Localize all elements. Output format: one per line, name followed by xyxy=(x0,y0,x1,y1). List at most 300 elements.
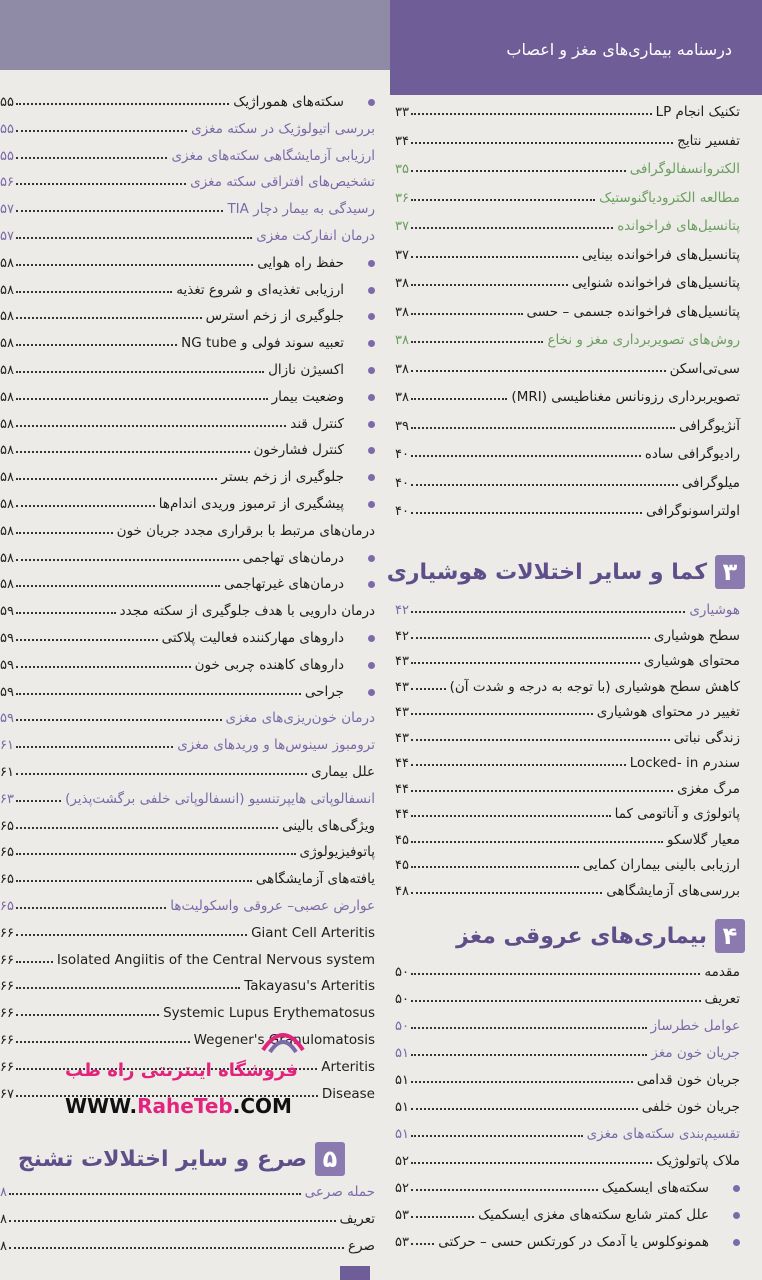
toc-entry[interactable] xyxy=(395,798,740,822)
dot-leader xyxy=(16,585,220,587)
dot-leader xyxy=(411,611,685,613)
toc-entry-title: سکته‌های هموراژیک xyxy=(233,94,344,110)
bullet-icon xyxy=(368,313,375,320)
toc-entry[interactable] xyxy=(395,182,740,206)
toc-entry-page: ۵۹ xyxy=(0,684,14,700)
toc-entry-title: داروهای کاهنده چربی خون xyxy=(194,656,344,673)
toc-entry-title: تعریف xyxy=(339,1211,375,1227)
toc-entry[interactable] xyxy=(0,702,375,726)
dot-leader xyxy=(16,157,167,159)
toc-entry-page: ۶۶ xyxy=(0,925,14,941)
toc-entry-title: کنترل فشارخون xyxy=(253,442,344,459)
toc-entry-title: ارزیابی آزمایشگاهی سکته‌های مغزی xyxy=(171,147,375,164)
toc-entry-title: تعبیه سوند فولی و NG tube xyxy=(181,335,344,352)
dot-leader xyxy=(16,478,217,480)
dot-leader xyxy=(411,427,675,429)
toc-entry[interactable] xyxy=(0,461,375,485)
dot-leader xyxy=(16,237,252,239)
toc-entry[interactable] xyxy=(0,220,375,244)
toc-entry-title: درمان خون‌ریزی‌های مغزی xyxy=(225,710,375,727)
dot-leader xyxy=(411,512,642,514)
toc-entry-title: میلوگرافی xyxy=(681,474,740,491)
toc-entry[interactable] xyxy=(0,917,375,941)
toc-entry[interactable] xyxy=(395,324,740,348)
dot-leader xyxy=(16,291,172,293)
bullet-icon xyxy=(368,421,375,428)
toc-entry-title: علل بیماری xyxy=(311,764,375,780)
dot-leader xyxy=(411,1162,652,1164)
toc-entry-page: ۶۵ xyxy=(0,872,14,888)
chapter-3-number: ۳ xyxy=(715,555,745,589)
toc-entry[interactable] xyxy=(0,649,375,673)
dot-leader xyxy=(16,987,240,989)
toc-entry-page: ۳۷ xyxy=(395,219,409,234)
toc-entry[interactable] xyxy=(0,595,375,619)
toc-entry-page: ۴۴ xyxy=(395,756,409,771)
toc-entry-page: ۶۵ xyxy=(0,845,14,861)
toc-entry[interactable] xyxy=(395,1145,740,1169)
toc-entry[interactable] xyxy=(395,773,740,797)
dot-leader xyxy=(16,559,239,561)
bullet-icon xyxy=(368,581,375,588)
toc-entry-page: ۵۷ xyxy=(0,229,14,244)
bullet-icon xyxy=(368,635,375,642)
toc-entry-title: درمان انفارکت مغزی xyxy=(256,228,375,244)
toc-entry[interactable] xyxy=(395,381,740,405)
toc-entry-title: محتوای هوشیاری xyxy=(643,653,740,669)
left-page-edge xyxy=(0,0,390,70)
toc-entry[interactable] xyxy=(395,956,740,980)
dot-leader xyxy=(411,370,666,372)
dot-leader xyxy=(16,666,191,668)
toc-entry-title: تشخیص‌های افتراقی سکته مغزی xyxy=(190,174,375,191)
toc-entry-title: رسیدگی به بیمار دچار TIA xyxy=(227,201,375,218)
toc-entry-title: روش‌های تصویربرداری مغز و نخاع xyxy=(547,332,740,348)
toc-entry[interactable] xyxy=(0,542,375,566)
toc-entry[interactable] xyxy=(395,410,740,434)
toc-entry-page: ۳۷ xyxy=(395,247,409,263)
toc-entry-page: ۳۶ xyxy=(395,190,409,206)
toc-entry-page: ۴۳ xyxy=(395,654,409,669)
toc-entry-page: ۴۴ xyxy=(395,807,409,822)
toc-entry[interactable] xyxy=(0,381,375,405)
toc-entry-title: پتانسیل‌های فراخوانده شنوایی xyxy=(571,275,740,291)
toc-entry-page: ۴۰ xyxy=(395,504,409,519)
toc-entry[interactable] xyxy=(0,997,375,1021)
toc-entry-title: آنژیوگرافی xyxy=(678,417,740,434)
toc-entry-title: Giant Cell Arteritis xyxy=(251,924,375,941)
toc-entry[interactable] xyxy=(0,863,375,887)
toc-entry-title: سی‌تی‌اسکن xyxy=(669,360,740,377)
toc-entry[interactable] xyxy=(0,970,375,994)
dot-leader xyxy=(16,693,301,695)
dot-leader xyxy=(411,227,613,229)
toc-entry[interactable] xyxy=(0,890,375,914)
toc-entry[interactable] xyxy=(395,849,740,873)
dot-leader xyxy=(411,1054,647,1056)
dot-leader xyxy=(9,1247,344,1249)
toc-entry[interactable] xyxy=(0,354,375,378)
bullet-icon xyxy=(368,662,375,669)
toc-entry-title: پتانسیل‌های فراخوانده xyxy=(617,218,740,234)
toc-entry[interactable] xyxy=(395,696,740,720)
toc-entry[interactable] xyxy=(0,836,375,860)
dot-leader xyxy=(16,612,116,614)
dot-leader xyxy=(411,455,641,457)
toc-entry[interactable] xyxy=(395,620,740,644)
toc-entry[interactable] xyxy=(395,875,740,899)
bullet-icon xyxy=(368,287,375,294)
dot-leader xyxy=(411,113,652,115)
toc-entry-page: ۶۳ xyxy=(0,791,14,807)
toc-entry-title: Arteritis xyxy=(321,1058,375,1075)
toc-entry-page: ۴۸ xyxy=(395,883,409,899)
toc-entry-page: ۵۵ xyxy=(0,95,14,110)
toc-entry[interactable] xyxy=(395,353,740,377)
toc-entry-title: کاهش سطح هوشیاری (با توجه به درجه و شدت آن) xyxy=(449,678,740,695)
toc-entry[interactable] xyxy=(395,1010,740,1034)
dot-leader xyxy=(16,183,186,185)
dot-leader xyxy=(16,800,61,802)
chapter-4-number: ۴ xyxy=(715,919,745,953)
toc-entry-page: ۳۸ xyxy=(395,361,409,377)
toc-entry[interactable] xyxy=(395,983,740,1007)
dot-leader xyxy=(16,344,177,346)
toc-entry[interactable] xyxy=(0,622,375,646)
dot-leader xyxy=(411,1135,583,1137)
toc-entry-page: ۳۸ xyxy=(395,333,409,348)
bullet-icon xyxy=(733,1239,740,1246)
toc-entry-title: درمان‌های مرتبط با برقراری مجدد جریان خون xyxy=(116,522,375,539)
toc-entry[interactable] xyxy=(395,438,740,462)
toc-entry[interactable] xyxy=(395,1199,740,1223)
toc-entry-title: Isolated Angiitis of the Central Nervous system xyxy=(56,951,375,968)
toc-entry-page: ۶۱ xyxy=(0,738,14,754)
toc-entry[interactable] xyxy=(395,267,740,291)
chapter-5-title: صرع و سایر اختلالات تشنج xyxy=(17,1146,307,1172)
toc-entry-title: Takayasu's Arteritis xyxy=(244,978,375,995)
toc-entry-page: ۵۸ xyxy=(0,336,14,352)
toc-entry[interactable] xyxy=(0,327,375,351)
toc-entry[interactable] xyxy=(0,193,375,217)
toc-entry[interactable] xyxy=(0,1176,375,1200)
toc-entry-page: ۵۱ xyxy=(395,1100,409,1115)
dot-leader xyxy=(16,961,53,963)
dot-leader xyxy=(16,639,158,641)
toc-entry-title: رادیوگرافی ساده xyxy=(644,446,740,462)
toc-entry-title: پاتوفیزیولوژی xyxy=(299,844,375,861)
toc-entry-title: جلوگیری از زخم بستر xyxy=(221,469,344,486)
toc-entry-page: ۵۹ xyxy=(0,631,14,646)
toc-entry-title: جریان خون مغز xyxy=(651,1045,740,1061)
toc-entry[interactable] xyxy=(395,1064,740,1088)
dot-leader xyxy=(411,973,700,975)
dot-leader xyxy=(411,1108,638,1110)
dot-leader xyxy=(411,662,640,664)
toc-entry[interactable] xyxy=(0,756,375,780)
dot-leader xyxy=(411,1081,633,1083)
toc-entry[interactable] xyxy=(0,1230,375,1254)
toc-entry[interactable] xyxy=(395,296,740,320)
toc-entry[interactable] xyxy=(0,783,375,807)
toc-entry[interactable] xyxy=(395,153,740,177)
dot-leader xyxy=(16,317,202,319)
toc-entry-title: الکتروانسفالوگرافی xyxy=(629,161,740,177)
toc-entry-page: ۵۱ xyxy=(395,1046,409,1061)
toc-entry-page: ۶۶ xyxy=(0,1006,14,1022)
toc-entry[interactable] xyxy=(0,166,375,190)
dot-leader xyxy=(411,313,523,315)
toc-entry-page: ۴۴ xyxy=(395,781,409,797)
toc-entry-title: سکته‌های ایسکمیک xyxy=(601,1180,709,1196)
toc-entry[interactable] xyxy=(0,515,375,539)
toc-entry-title: بررسی اتیولوژیک در سکته مغزی xyxy=(191,120,375,137)
toc-entry[interactable] xyxy=(395,671,740,695)
page-footer-bar xyxy=(340,1266,370,1280)
toc-entry-page: ۶۶ xyxy=(0,979,14,995)
toc-entry-page: ۴۳ xyxy=(395,730,409,746)
toc-entry-title: حمله صرعی xyxy=(304,1184,375,1200)
toc-entry[interactable] xyxy=(0,1203,375,1227)
dot-leader xyxy=(16,130,187,132)
bullet-icon xyxy=(368,260,375,267)
toc-entry-page: ۸ xyxy=(0,1239,7,1254)
toc-entry[interactable] xyxy=(395,747,740,771)
toc-entry-page: ۳۵ xyxy=(395,162,409,177)
toc-entry-title: Systemic Lupus Erythematosus xyxy=(163,1005,375,1022)
toc-entry-page: ۵۰ xyxy=(395,1019,409,1034)
toc-entry-title: ارزیابی بالینی بیماران کمایی xyxy=(582,857,740,873)
dot-leader xyxy=(411,1000,701,1002)
toc-entry[interactable] xyxy=(395,645,740,669)
page-header xyxy=(390,0,762,95)
chapter-5-heading xyxy=(5,1140,345,1178)
toc-entry[interactable] xyxy=(395,467,740,491)
dot-leader xyxy=(16,451,250,453)
header-title: درسنامه بیماری‌های مغز و اعصاب xyxy=(506,40,732,59)
toc-entry[interactable] xyxy=(0,810,375,834)
dot-leader xyxy=(411,790,673,792)
dot-leader xyxy=(411,256,578,258)
toc-entry-page: ۵۸ xyxy=(0,550,14,566)
toc-entry-title: مرگ مغزی xyxy=(677,780,740,797)
toc-entry-page: ۴۰ xyxy=(395,447,409,462)
toc-entry[interactable] xyxy=(395,125,740,149)
dot-leader xyxy=(411,1027,647,1029)
bullet-icon xyxy=(368,689,375,696)
dot-leader xyxy=(411,1243,434,1245)
toc-entry[interactable] xyxy=(0,140,375,164)
toc-entry-page: ۵۹ xyxy=(0,711,14,727)
toc-entry-title: جریان خون خلفی xyxy=(641,1099,740,1115)
toc-entry-page: ۸ xyxy=(0,1212,7,1227)
toc-entry[interactable] xyxy=(0,488,375,512)
toc-entry[interactable] xyxy=(0,274,375,298)
toc-entry-title: سندرم Locked- in xyxy=(629,755,740,771)
toc-entry-title: اولتراسونوگرافی xyxy=(645,503,740,519)
toc-entry[interactable] xyxy=(0,1024,375,1048)
toc-entry-title: Disease xyxy=(321,1085,375,1102)
bullet-icon xyxy=(368,474,375,481)
toc-entry-title: ویژگی‌های بالینی xyxy=(282,817,375,834)
chapter-4-heading xyxy=(385,917,745,955)
toc-entry-title: تصویربرداری رزونانس مغناطیسی (MRI) xyxy=(511,389,740,405)
toc-entry-page: ۵۵ xyxy=(0,148,14,164)
toc-entry-title: مطالعه الکترودیاگنوستیک xyxy=(599,189,740,206)
dot-leader xyxy=(16,827,278,829)
toc-entry-title: سطح هوشیاری xyxy=(653,627,740,644)
toc-entry[interactable] xyxy=(395,594,740,618)
dot-leader xyxy=(411,866,579,868)
toc-entry-title: درمان‌های غیرتهاجمی xyxy=(224,576,344,593)
shop-logo-icon xyxy=(258,1020,308,1060)
toc-entry-title: پتانسیل‌های فراخوانده بینایی xyxy=(581,246,740,263)
toc-entry-title: جراحی xyxy=(304,683,344,700)
toc-entry[interactable] xyxy=(395,210,740,234)
toc-entry[interactable] xyxy=(395,1172,740,1196)
toc-entry-page: ۵۸ xyxy=(0,363,14,378)
toc-entry[interactable] xyxy=(0,247,375,271)
toc-entry[interactable] xyxy=(395,239,740,263)
dot-leader xyxy=(16,907,166,909)
toc-entry-page: ۵۸ xyxy=(0,309,14,325)
toc-entry-page: ۴۲ xyxy=(395,628,409,644)
toc-entry[interactable] xyxy=(0,729,375,753)
toc-entry-page: ۵۸ xyxy=(0,389,14,405)
dot-leader xyxy=(411,341,543,343)
toc-entry-page: ۵۶ xyxy=(0,175,14,191)
toc-entry-page: ۳۹ xyxy=(395,418,409,434)
toc-entry-page: ۵۹ xyxy=(0,657,14,673)
bullet-icon xyxy=(368,555,375,562)
toc-entry-page: ۴۳ xyxy=(395,705,409,720)
dot-leader xyxy=(9,1193,301,1195)
toc-entry-page: ۵۲ xyxy=(395,1181,409,1196)
dot-leader xyxy=(16,425,286,427)
toc-entry-page: ۶۱ xyxy=(0,765,14,780)
toc-entry-page: ۵۷ xyxy=(0,202,14,218)
toc-entry-title: تقسیم‌بندی سکته‌های مغزی xyxy=(586,1126,740,1142)
watermark-shop-name: فروشگاه اینترنتی راه طب xyxy=(65,1060,298,1081)
dot-leader xyxy=(411,199,595,201)
dot-leader xyxy=(16,505,155,507)
toc-entry-page: ۴۵ xyxy=(395,832,409,848)
dot-leader xyxy=(16,264,253,266)
toc-entry-title: پاتولوژی و آناتومی کما xyxy=(614,806,740,822)
toc-entry[interactable] xyxy=(395,1118,740,1142)
toc-entry-title: علل کمتر شایع سکته‌های مغزی ایسکمیک xyxy=(478,1207,709,1223)
toc-entry[interactable] xyxy=(0,676,375,700)
toc-entry-page: ۳۸ xyxy=(395,304,409,320)
toc-entry-title: حفظ راه هوایی xyxy=(257,254,344,271)
dot-leader xyxy=(411,398,507,400)
dot-leader xyxy=(411,841,663,843)
toc-entry-title: همونوکلوس یا آدمک در کورتکس حسی – حرکتی xyxy=(438,1234,709,1250)
toc-entry-title: تکنیک انجام LP xyxy=(655,104,740,120)
dot-leader xyxy=(16,853,296,855)
toc-entry-page: ۵۸ xyxy=(0,523,14,539)
toc-entry[interactable] xyxy=(0,86,375,110)
toc-entry-page: ۵۸ xyxy=(0,282,14,298)
toc-entry-title: تعریف xyxy=(704,991,740,1007)
toc-entry-title: جریان خون قدامی xyxy=(636,1072,740,1088)
toc-entry-title: ملاک پاتولوژیک xyxy=(656,1153,740,1169)
toc-entry-page: ۴۰ xyxy=(395,475,409,491)
toc-entry-title: عوارض عصبی– عروقی واسکولیت‌ها xyxy=(170,898,375,914)
toc-entry-title: ارزیابی تغذیه‌ای و شروع تغذیه xyxy=(176,281,344,298)
toc-entry-title: مقدمه xyxy=(704,964,740,980)
toc-entry[interactable] xyxy=(395,824,740,848)
toc-entry-page: ۴۵ xyxy=(395,858,409,873)
toc-entry-page: ۵۸ xyxy=(0,416,14,432)
dot-leader xyxy=(16,880,252,882)
toc-entry-page: ۵۳ xyxy=(395,1235,409,1250)
toc-entry-page: ۵۱ xyxy=(395,1127,409,1142)
toc-entry-title: صرع xyxy=(348,1238,375,1254)
chapter-3-heading xyxy=(385,553,745,591)
toc-entry-page: ۴۳ xyxy=(395,679,409,695)
toc-entry[interactable] xyxy=(395,495,740,519)
bullet-icon xyxy=(368,99,375,106)
dot-leader xyxy=(16,719,222,721)
dot-leader xyxy=(411,713,593,715)
toc-entry-title: کنترل قند xyxy=(290,415,344,432)
dot-leader xyxy=(411,284,568,286)
toc-entry-page: ۴۲ xyxy=(395,603,409,618)
toc-entry-page: ۵۳ xyxy=(395,1208,409,1223)
toc-entry[interactable] xyxy=(395,1091,740,1115)
toc-entry-title: زندگی نباتی xyxy=(673,729,740,746)
dot-leader xyxy=(16,1041,190,1043)
toc-entry-title: جلوگیری از زخم استرس xyxy=(205,308,344,325)
toc-entry-page: ۵۸ xyxy=(0,443,14,459)
toc-entry[interactable] xyxy=(395,96,740,120)
toc-entry-title: تفسیر نتایج xyxy=(677,132,740,149)
toc-entry-title: وضعیت بیمار xyxy=(271,388,344,405)
watermark-url[interactable] xyxy=(65,1094,292,1118)
toc-entry-page: ۵۲ xyxy=(395,1154,409,1169)
bullet-icon xyxy=(368,340,375,347)
toc-entry-title: بررسی‌های آزمایشگاهی xyxy=(606,882,740,899)
dot-leader xyxy=(16,532,113,534)
dot-leader xyxy=(411,1216,474,1218)
dot-leader xyxy=(411,892,602,894)
toc-entry[interactable] xyxy=(0,408,375,432)
toc-entry-title: انسفالوپاتی هایپرتنسیو (انسفالوپاتی خلفی برگشت‌پذیر) xyxy=(65,790,375,807)
toc-entry[interactable] xyxy=(0,434,375,458)
toc-entry[interactable] xyxy=(395,1226,740,1250)
dot-leader xyxy=(16,371,264,373)
right-column xyxy=(395,96,740,1276)
toc-entry[interactable] xyxy=(395,722,740,746)
chapter-5-number: ۵ xyxy=(315,1142,345,1176)
dot-leader xyxy=(16,1014,159,1016)
dot-leader xyxy=(16,934,247,936)
dot-leader xyxy=(411,739,670,741)
dot-leader xyxy=(9,1220,336,1222)
toc-entry[interactable] xyxy=(0,568,375,592)
toc-entry-title: تغییر در محتوای هوشیاری xyxy=(596,704,740,720)
toc-entry[interactable] xyxy=(395,1037,740,1061)
dot-leader xyxy=(16,103,229,105)
toc-entry-title: پیشگیری از ترمبوز وریدی اندام‌ها xyxy=(158,496,344,512)
dot-leader xyxy=(411,815,611,817)
toc-entry[interactable] xyxy=(0,944,375,968)
toc-entry-page: ۳۸ xyxy=(395,276,409,291)
toc-entry-page: ۵۹ xyxy=(0,604,14,620)
toc-entry[interactable] xyxy=(0,113,375,137)
toc-entry[interactable] xyxy=(0,300,375,324)
